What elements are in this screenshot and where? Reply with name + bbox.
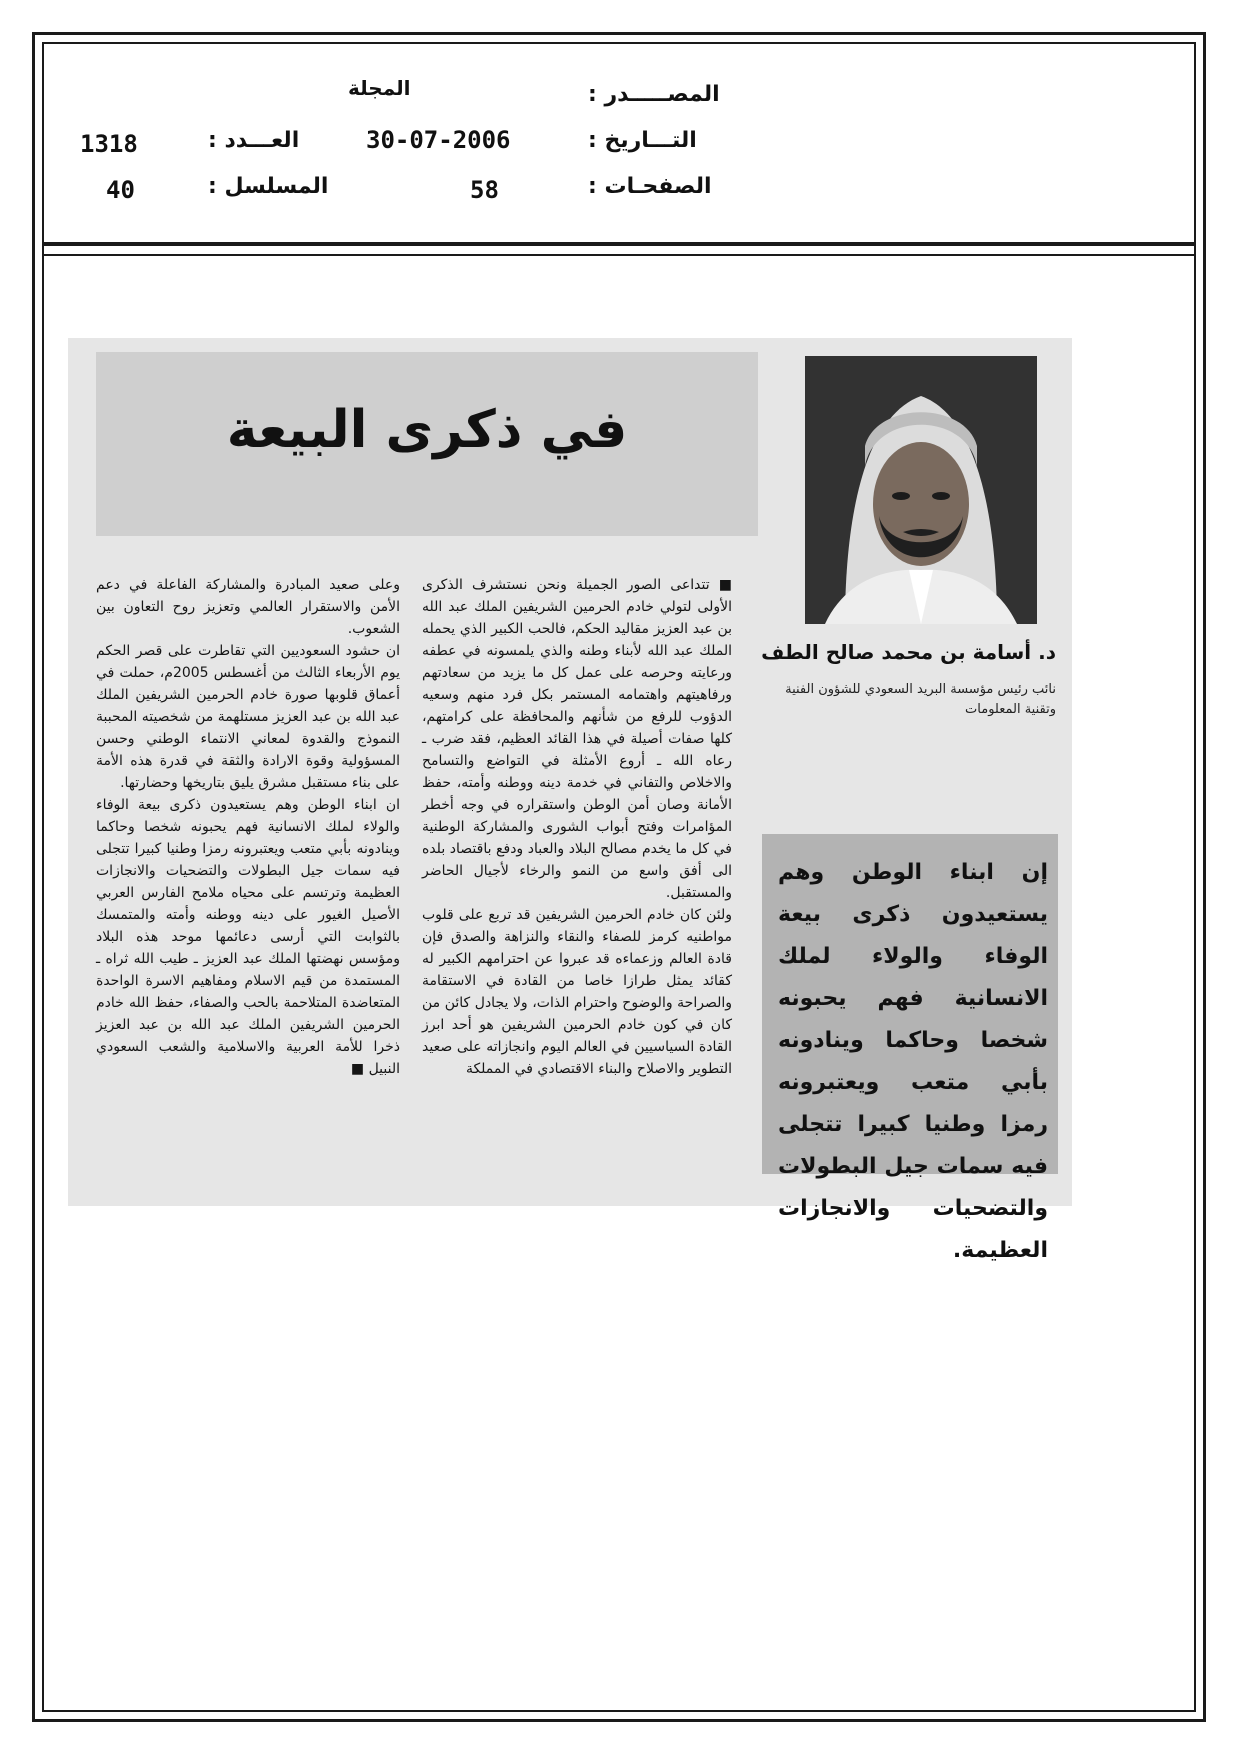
author-name: د. أسامة بن محمد صالح الطف bbox=[761, 640, 1056, 664]
pages-label: الصفحـات : bbox=[588, 174, 712, 199]
article-column-right bbox=[422, 574, 732, 1080]
author-role: نائب رئيس مؤسسة البريد السعودي للشؤون الفنية وتقنية المعلومات bbox=[785, 682, 1056, 717]
header-divider bbox=[42, 254, 1196, 256]
author-photo bbox=[805, 356, 1037, 624]
pull-quote: إن ابناء الوطن وهم يستعيدون ذكرى بيعة الوفاء والولاء لملك الانسانية فهم يحبونه شخصا وحاكما وينادونه بأبي متعب ويعتبرونه رمزا وطنيا كبيرا تتجلى فيه سمات جيل البطولات والتضحيات والانجازات العظيمة. bbox=[778, 860, 1048, 1263]
issue-label: العـــدد : bbox=[208, 128, 300, 153]
article-title: في ذكرى البيعة bbox=[226, 400, 628, 460]
paragraph: وعلى صعيد المبادرة والمشاركة الفاعلة في دعم الأمن والاستقرار العالمي وتعزيز روح التعاون بين الشعوب. bbox=[96, 577, 400, 637]
paragraph: ولئن كان خادم الحرمين الشريفين قد تربع على قلوب مواطنيه كرمز للصفاء والنقاء والنزاهة والصدق فإن قادة العالم وزعماءه قد عبروا عن احترامهم الكبير له كقائد يمثل طرازا خاصا من القادة في الاستقامة والصراحة والوضوح واحترام الذات، ولا يجادل كائن من كان في كون خادم الحرمين الشريفين هو أحد ابرز القادة السياسيين في العالم اليوم وانجازاته على صعيد التطوير والاصلاح والبناء الاقتصادي في المملكة bbox=[422, 907, 732, 1077]
serial-value: 40 bbox=[106, 176, 135, 204]
date-label: التـــاريخ : bbox=[588, 128, 697, 153]
issue-value: 1318 bbox=[80, 130, 138, 158]
author-portrait-image bbox=[805, 356, 1037, 624]
source-value: المجلة bbox=[348, 76, 411, 100]
pages-value: 58 bbox=[470, 176, 499, 204]
date-value: 30-07-2006 bbox=[366, 126, 511, 154]
article-column-left bbox=[96, 574, 400, 1080]
serial-label: المسلسل : bbox=[208, 174, 329, 199]
paragraph: ■ تتداعى الصور الجميلة ونحن نستشرف الذكرى الأولى لتولي خادم الحرمين الشريفين الملك عبد الله بن عبد العزيز مقاليد الحكم، فالحب الكبير الذي يحمله الملك عبد الله لأبناء وطنه والذي يلمسونه في عطفه ورعايته وحرصه على عمل كل ما يزيد من سعادتهم ورفاهيتهم واهتمامه المستمر بكل فرد منهم وسعيه الدؤوب للرفع من شأنهم والمحافظة على كرامتهم، كلها صفات أصيلة في هذا القائد العظيم، فقد ضرب ـ رعاه الله ـ أروع الأمثلة في التواضع والتسامح والاخلاص والتفاني في خدمة دينه ووطنه وأمته، حفظ الأمانة وصان أمن الوطن واستقراره في وجه أخطر المؤامرات وفتح أبواب الشورى والمشاركة الوطنية في كل ما يخدم مصالح البلاد والعباد ودفع باقتصاد بلده الى أفق واسع من النمو والرخاء لأجيال الحاضر والمستقبل. bbox=[422, 577, 732, 901]
paragraph: ان حشود السعوديين التي تقاطرت على قصر الحكم يوم الأربعاء الثالث من أغسطس 2005م، حملت في أعماق قلوبها صورة خادم الحرمين الشريفين الملك عبد الله بن عبد العزيز مستلهمة من شخصيته المحببة النموذج والقدوة لمعاني الانتماء الوطني وحسن المسؤولية وقوة الارادة والثقة في قدرة هذه الأمة على بناء مستقبل مشرق يليق بتاريخها وحضارتها. bbox=[96, 643, 401, 791]
source-label: المصـــــدر : bbox=[588, 82, 720, 107]
paragraph: ان ابناء الوطن وهم يستعيدون ذكرى بيعة الوفاء والولاء لملك الانسانية فهم يحبونه شخصا وحاكما وينادونه بأبي متعب ويعتبرونه رمزا وطنيا كبيرا تتجلى فيه سمات جيل البطولات والتضحيات والانجازات العظيمة وترتسم على محياه ملامح الفارس العربي الأصيل الغيور على دينه ووطنه وأمته والمتمسك بالثوابت التي أرسى دعائمها موحد هذه البلاد ومؤسس نهضتها الملك عبد العزيز ـ طيب الله ثراه ـ المستمدة من قيم الاسلام ومفاهيم الاسرة الواحدة المتعاضدة المتلاحمة بالحب والصفاء، حفظ الله خادم الحرمين الشريفين الملك عبد الله بن عبد العزيز ذخرا للأمة العربية والاسلامية والشعب السعودي النبيل ■ bbox=[96, 797, 400, 1077]
